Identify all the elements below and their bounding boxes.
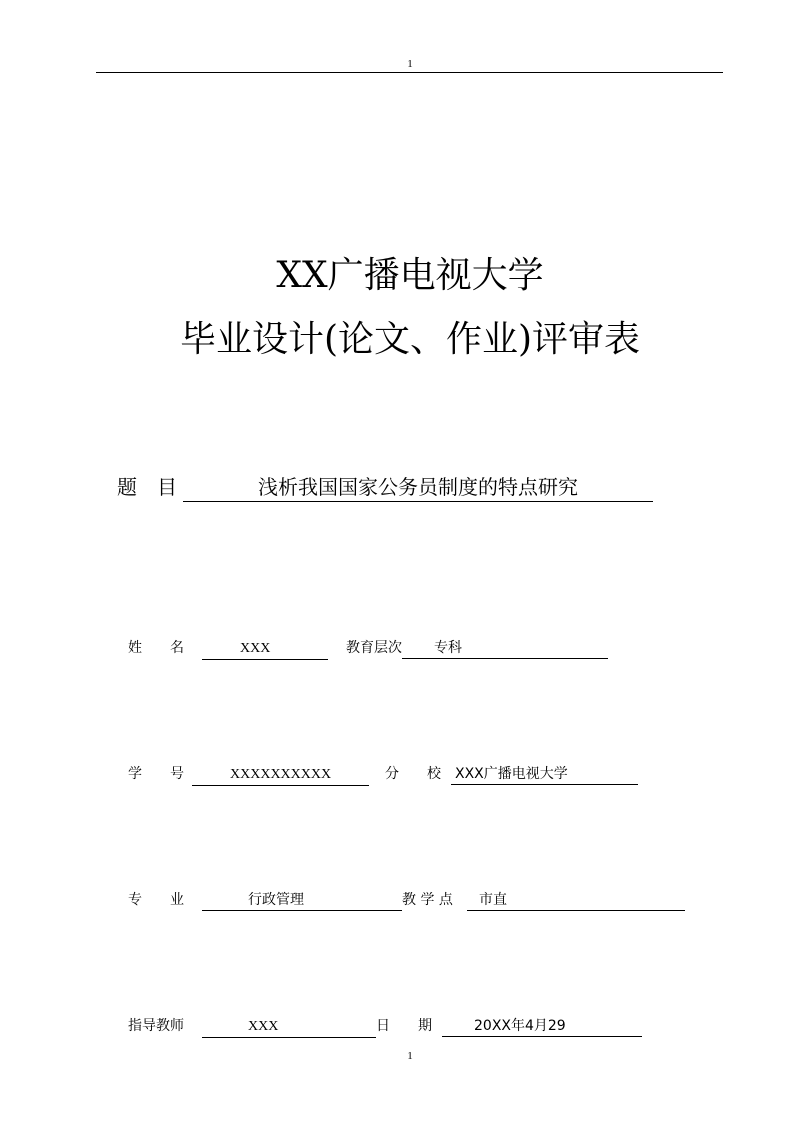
student-id-label: 学 号 <box>128 766 184 782</box>
header-page-number: 1 <box>407 58 413 70</box>
advisor-date-row <box>128 1016 642 1038</box>
topic-label: 题 目 <box>117 475 177 499</box>
branch-school-value: XXX广播电视大学 <box>451 764 638 785</box>
teaching-point-value: 市直 <box>467 890 685 911</box>
student-id-value: XXXXXXXXXX <box>192 765 369 786</box>
header-rule <box>96 72 723 73</box>
university-title: XX广播电视大学 <box>276 255 544 296</box>
date-value: 20XX年4月29 <box>442 1016 642 1037</box>
major-label: 专 业 <box>128 892 184 908</box>
major-value: 行政管理 <box>202 890 402 911</box>
footer-page-number: 1 <box>407 1050 413 1062</box>
name-value: XXX <box>202 639 328 660</box>
advisor-value: XXX <box>202 1017 376 1038</box>
name-label: 姓 名 <box>128 640 184 656</box>
teaching-point-label: 教 学 点 <box>402 892 453 908</box>
form-title: 毕业设计(论文、作业)评审表 <box>179 319 641 360</box>
advisor-label: 指导教师 <box>128 1018 184 1034</box>
topic-value: 浅析我国国家公务员制度的特点研究 <box>183 474 653 502</box>
date-label: 日 期 <box>376 1018 432 1034</box>
education-level-label: 教育层次 <box>346 640 402 656</box>
student-id-branch-row <box>128 764 638 786</box>
branch-school-label: 分 校 <box>385 766 441 782</box>
education-level-value: 专科 <box>402 638 608 659</box>
name-education-row <box>128 638 608 660</box>
major-teaching-point-row <box>128 890 685 911</box>
topic-row <box>117 474 653 502</box>
